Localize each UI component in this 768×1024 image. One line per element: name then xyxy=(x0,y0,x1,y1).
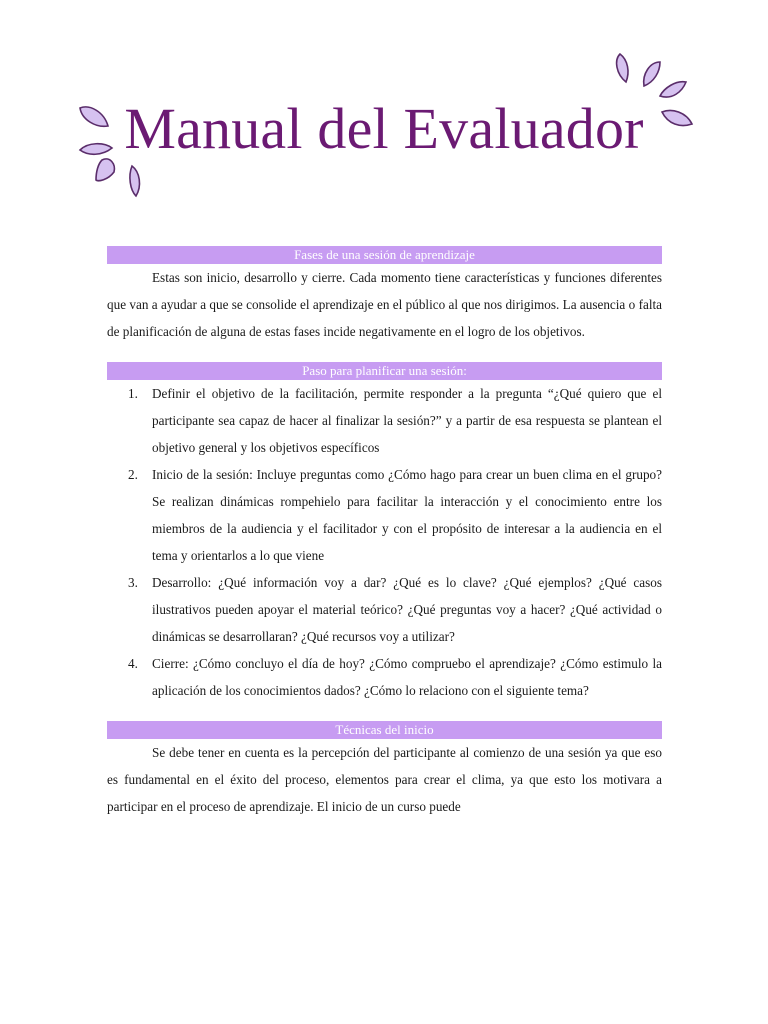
section-heading-phases: Fases de una sesión de aprendizaje xyxy=(107,246,662,264)
list-item-number: 1. xyxy=(128,386,138,401)
list-item-text: Desarrollo: ¿Qué información voy a dar? ¿Qué es lo clave? ¿Qué ejemplos? ¿Qué casos ilustrativos pueden apoyar el material teórico? ¿Qué preguntas voy a hacer? ¿Qué actividad o dinámicas se desarrollaran? ¿Qué recursos voy a utilizar? xyxy=(152,575,662,644)
petal-shape xyxy=(644,62,660,86)
list-item xyxy=(107,461,662,569)
section-heading-planning: Paso para planificar una sesión: xyxy=(107,362,662,380)
list-item-number: 3. xyxy=(128,575,138,590)
list-item-text: Inicio de la sesión: Incluye preguntas como ¿Cómo hago para crear un buen clima en el grupo? Se realizan dinámicas rompehielo para facilitar la interacción y el conocimiento entre los miembros de la audiencia y el facilitador y con el propósito de interesar a la audiencia en el tema y orientarlos a lo que viene xyxy=(152,467,662,563)
section-heading-start-techniques: Técnicas del inicio xyxy=(107,721,662,739)
list-item xyxy=(107,650,662,704)
start-techniques-paragraph: Se debe tener en cuenta es la percepción del participante al comienzo de una sesión ya que eso es fundamental en el éxito del proceso, elementos para crear el clima, ya que esto los motivara a participar en el proceso de aprendizaje. El inicio de un curso puede xyxy=(107,745,662,814)
list-item-text: Cierre: ¿Cómo concluyo el día de hoy? ¿Cómo compruebo el aprendizaje? ¿Cómo estimulo la aplicación de los conocimientos dados? ¿Cómo lo relaciono con el siguiente tema? xyxy=(152,656,662,698)
list-item-text: Definir el objetivo de la facilitación, permite responder a la pregunta “¿Qué quiero que el participante sea capaz de hacer al finalizar la sesión?” y a partir de esa respuesta se plantean el objetivo general y los objetivos específicos xyxy=(152,386,662,455)
planning-steps-list xyxy=(107,380,662,704)
page-title: Manual del Evaluador xyxy=(124,96,644,161)
document-body xyxy=(107,246,662,820)
phases-paragraph: Estas son inicio, desarrollo y cierre. Cada momento tiene características y funciones diferentes que van a ayudar a que se consolide el aprendizaje en el público al que nos dirigimos. La ausencia o falta de planificación de alguna de estas fases incide negativamente en el logro de los objetivos. xyxy=(107,270,662,339)
petal-shape xyxy=(617,54,628,82)
list-item-number: 2. xyxy=(128,467,138,482)
list-item xyxy=(107,380,662,461)
list-item xyxy=(107,569,662,650)
petal-shape xyxy=(130,166,140,196)
list-item-number: 4. xyxy=(128,656,138,671)
